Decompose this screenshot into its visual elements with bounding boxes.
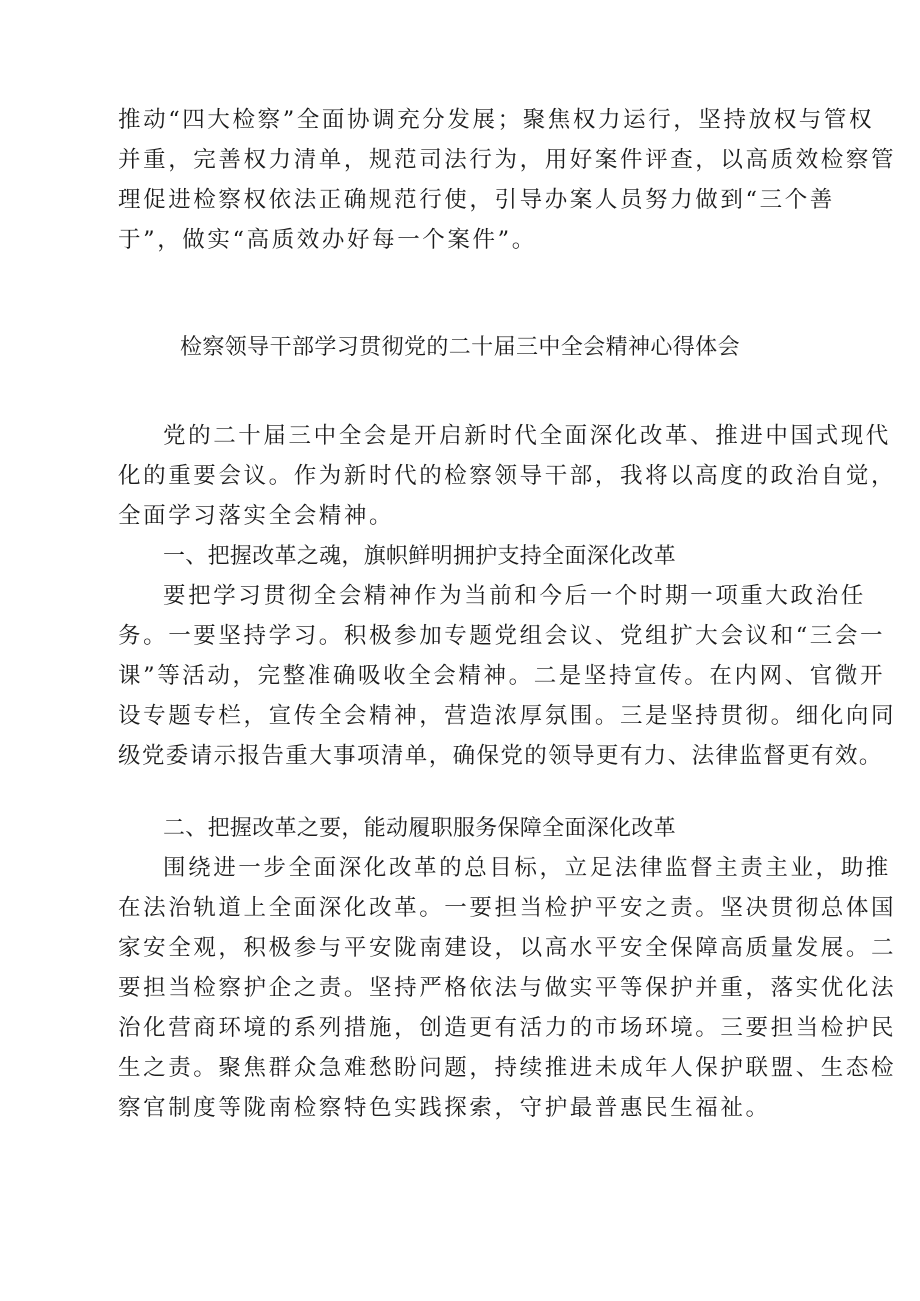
intro-line: 全面学习落实全会精神。	[118, 503, 395, 529]
paragraph-line: 于”，做实“高质效办好每一个案件”。	[118, 227, 537, 253]
section-line: 要担当检察护企之责。坚持严格依法与做实平等保护并重，落实优化法	[118, 975, 897, 1001]
section-line: 在法治轨道上全面深化改革。一要担当检护平安之责。坚决贯彻总体国	[118, 895, 897, 921]
section-line-first: 要把学习贯彻全会精神作为当前和今后一个时期一项重大政治任	[163, 583, 866, 609]
section-line-first: 围绕进一步全面深化改革的总目标，立足法律监督主责主业，助推	[163, 855, 891, 881]
paragraph-line: 推动“四大检察”全面协调充分发展；聚焦权力运行，坚持放权与管权	[118, 107, 875, 133]
section-line: 生之责。聚焦群众急难愁盼问题，持续推进未成年人保护联盟、生态检	[118, 1055, 897, 1081]
section-line: 设专题专栏，宣传全会精神，营造浓厚氛围。三是坚持贯彻。细化向同	[118, 703, 897, 729]
intro-line: 化的重要会议。作为新时代的检察领导干部，我将以高度的政治自觉，	[118, 463, 897, 489]
paragraph-line: 理促进检察权依法正确规范行使，引导办案人员努力做到“三个善	[118, 187, 835, 213]
intro-line-first: 党的二十届三中全会是开启新时代全面深化改革、推进中国式现代	[163, 423, 891, 449]
section-line: 察官制度等陇南检察特色实践探索，守护最普惠民生福祉。	[118, 1095, 771, 1121]
article-title: 检察领导干部学习贯彻党的二十届三中全会精神心得体会	[179, 335, 740, 360]
section-heading: 一、把握改革之魂，旗帜鲜明拥护支持全面深化改革	[163, 544, 676, 569]
paragraph-line: 并重，完善权力清单，规范司法行为，用好案件评查，以高质效检察管	[118, 147, 897, 173]
section-line: 务。一要坚持学习。积极参加专题党组会议、党组扩大会议和“三会一	[118, 623, 886, 649]
section-line: 级党委请示报告重大事项清单，确保党的领导更有力、法律监督更有效。	[118, 743, 883, 769]
section-line: 家安全观，积极参与平安陇南建设，以高水平安全保障高质量发展。二	[118, 935, 897, 961]
section-line: 课”等活动，完整准确吸收全会精神。二是坚持宣传。在内网、官微开	[118, 663, 886, 689]
section-line: 治化营商环境的系列措施，创造更有活力的市场环境。三要担当检护民	[118, 1015, 897, 1041]
section-heading: 二、把握改革之要，能动履职服务保障全面深化改革	[163, 816, 676, 841]
